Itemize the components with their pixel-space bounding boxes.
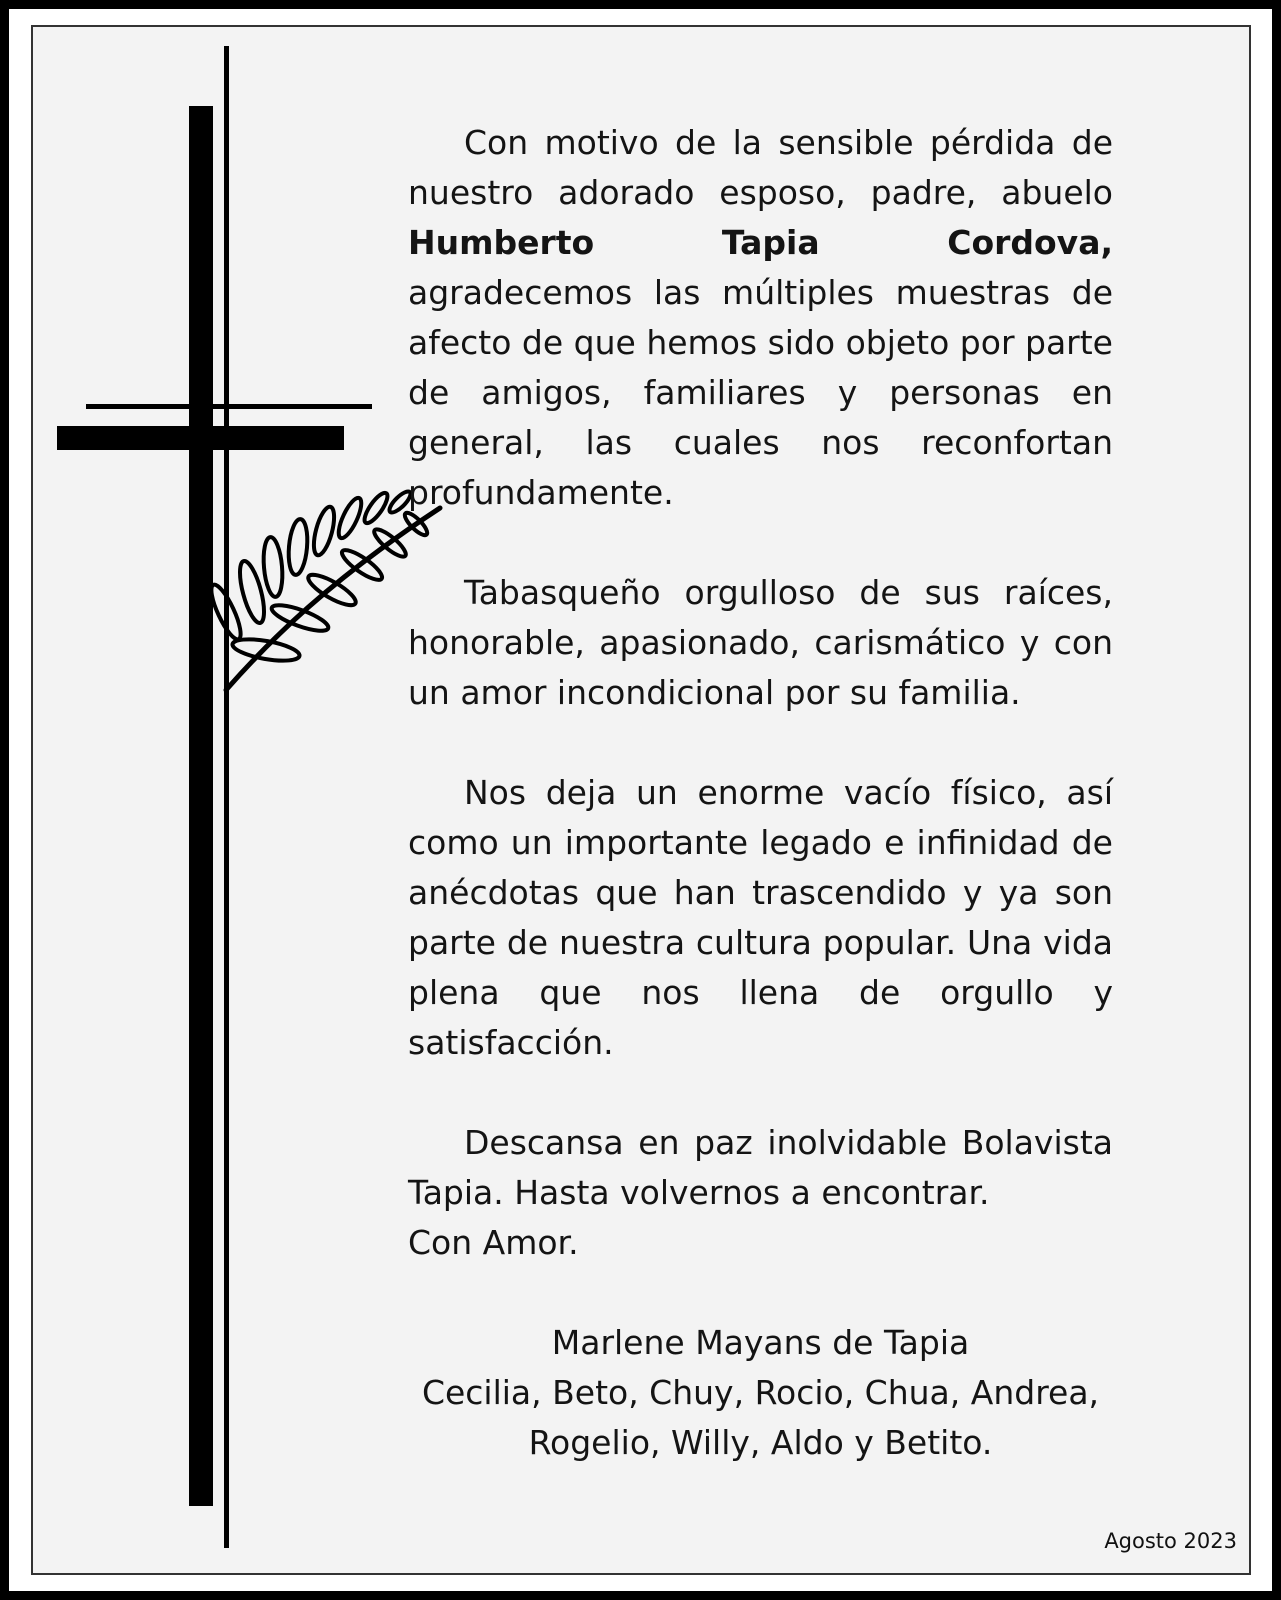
deceased-name: Humberto Tapia Cordova, bbox=[408, 223, 1113, 262]
paragraph-gratitude bbox=[408, 118, 1113, 518]
gratitude-text-end: agradecemos las múltiples muestras de afecto de que hemos sido objeto por parte de amigos, familiares y personas en general, las cuales nos reconfortan profundamente. bbox=[408, 273, 1113, 512]
paragraph-character: Tabasqueño orgulloso de sus raíces, honorable, apasionado, carismático y con un amor incondicional por su familia. bbox=[408, 573, 1113, 712]
family-line: Marlene Mayans de Tapia bbox=[551, 1323, 970, 1362]
paragraph-farewell: Descansa en paz inolvidable Bolavista Tapia. Hasta volvernos a encontrar. bbox=[408, 1123, 1113, 1212]
gratitude-text-start: Con motivo de la sensible pérdida de nuestro adorado esposo, padre, abuelo bbox=[408, 123, 1113, 212]
family-signatures bbox=[408, 1318, 1113, 1468]
closing: Con Amor. bbox=[408, 1223, 579, 1262]
paragraph-legacy: Nos deja un enorme vacío físico, así como un importante legado e infinidad de anécdotas que han trascendido y ya son parte de nuestra cultura popular. Una vida plena que nos llena de orgullo y satisfacción. bbox=[408, 773, 1113, 1062]
family-line: Rogelio, Willy, Aldo y Betito. bbox=[528, 1423, 993, 1462]
family-line: Cecilia, Beto, Chuy, Rocio, Chua, Andrea, bbox=[421, 1373, 1100, 1412]
letter-body bbox=[408, 118, 1113, 1468]
palm-branch-icon bbox=[206, 489, 440, 690]
date-label: Agosto 2023 bbox=[1104, 1529, 1237, 1553]
